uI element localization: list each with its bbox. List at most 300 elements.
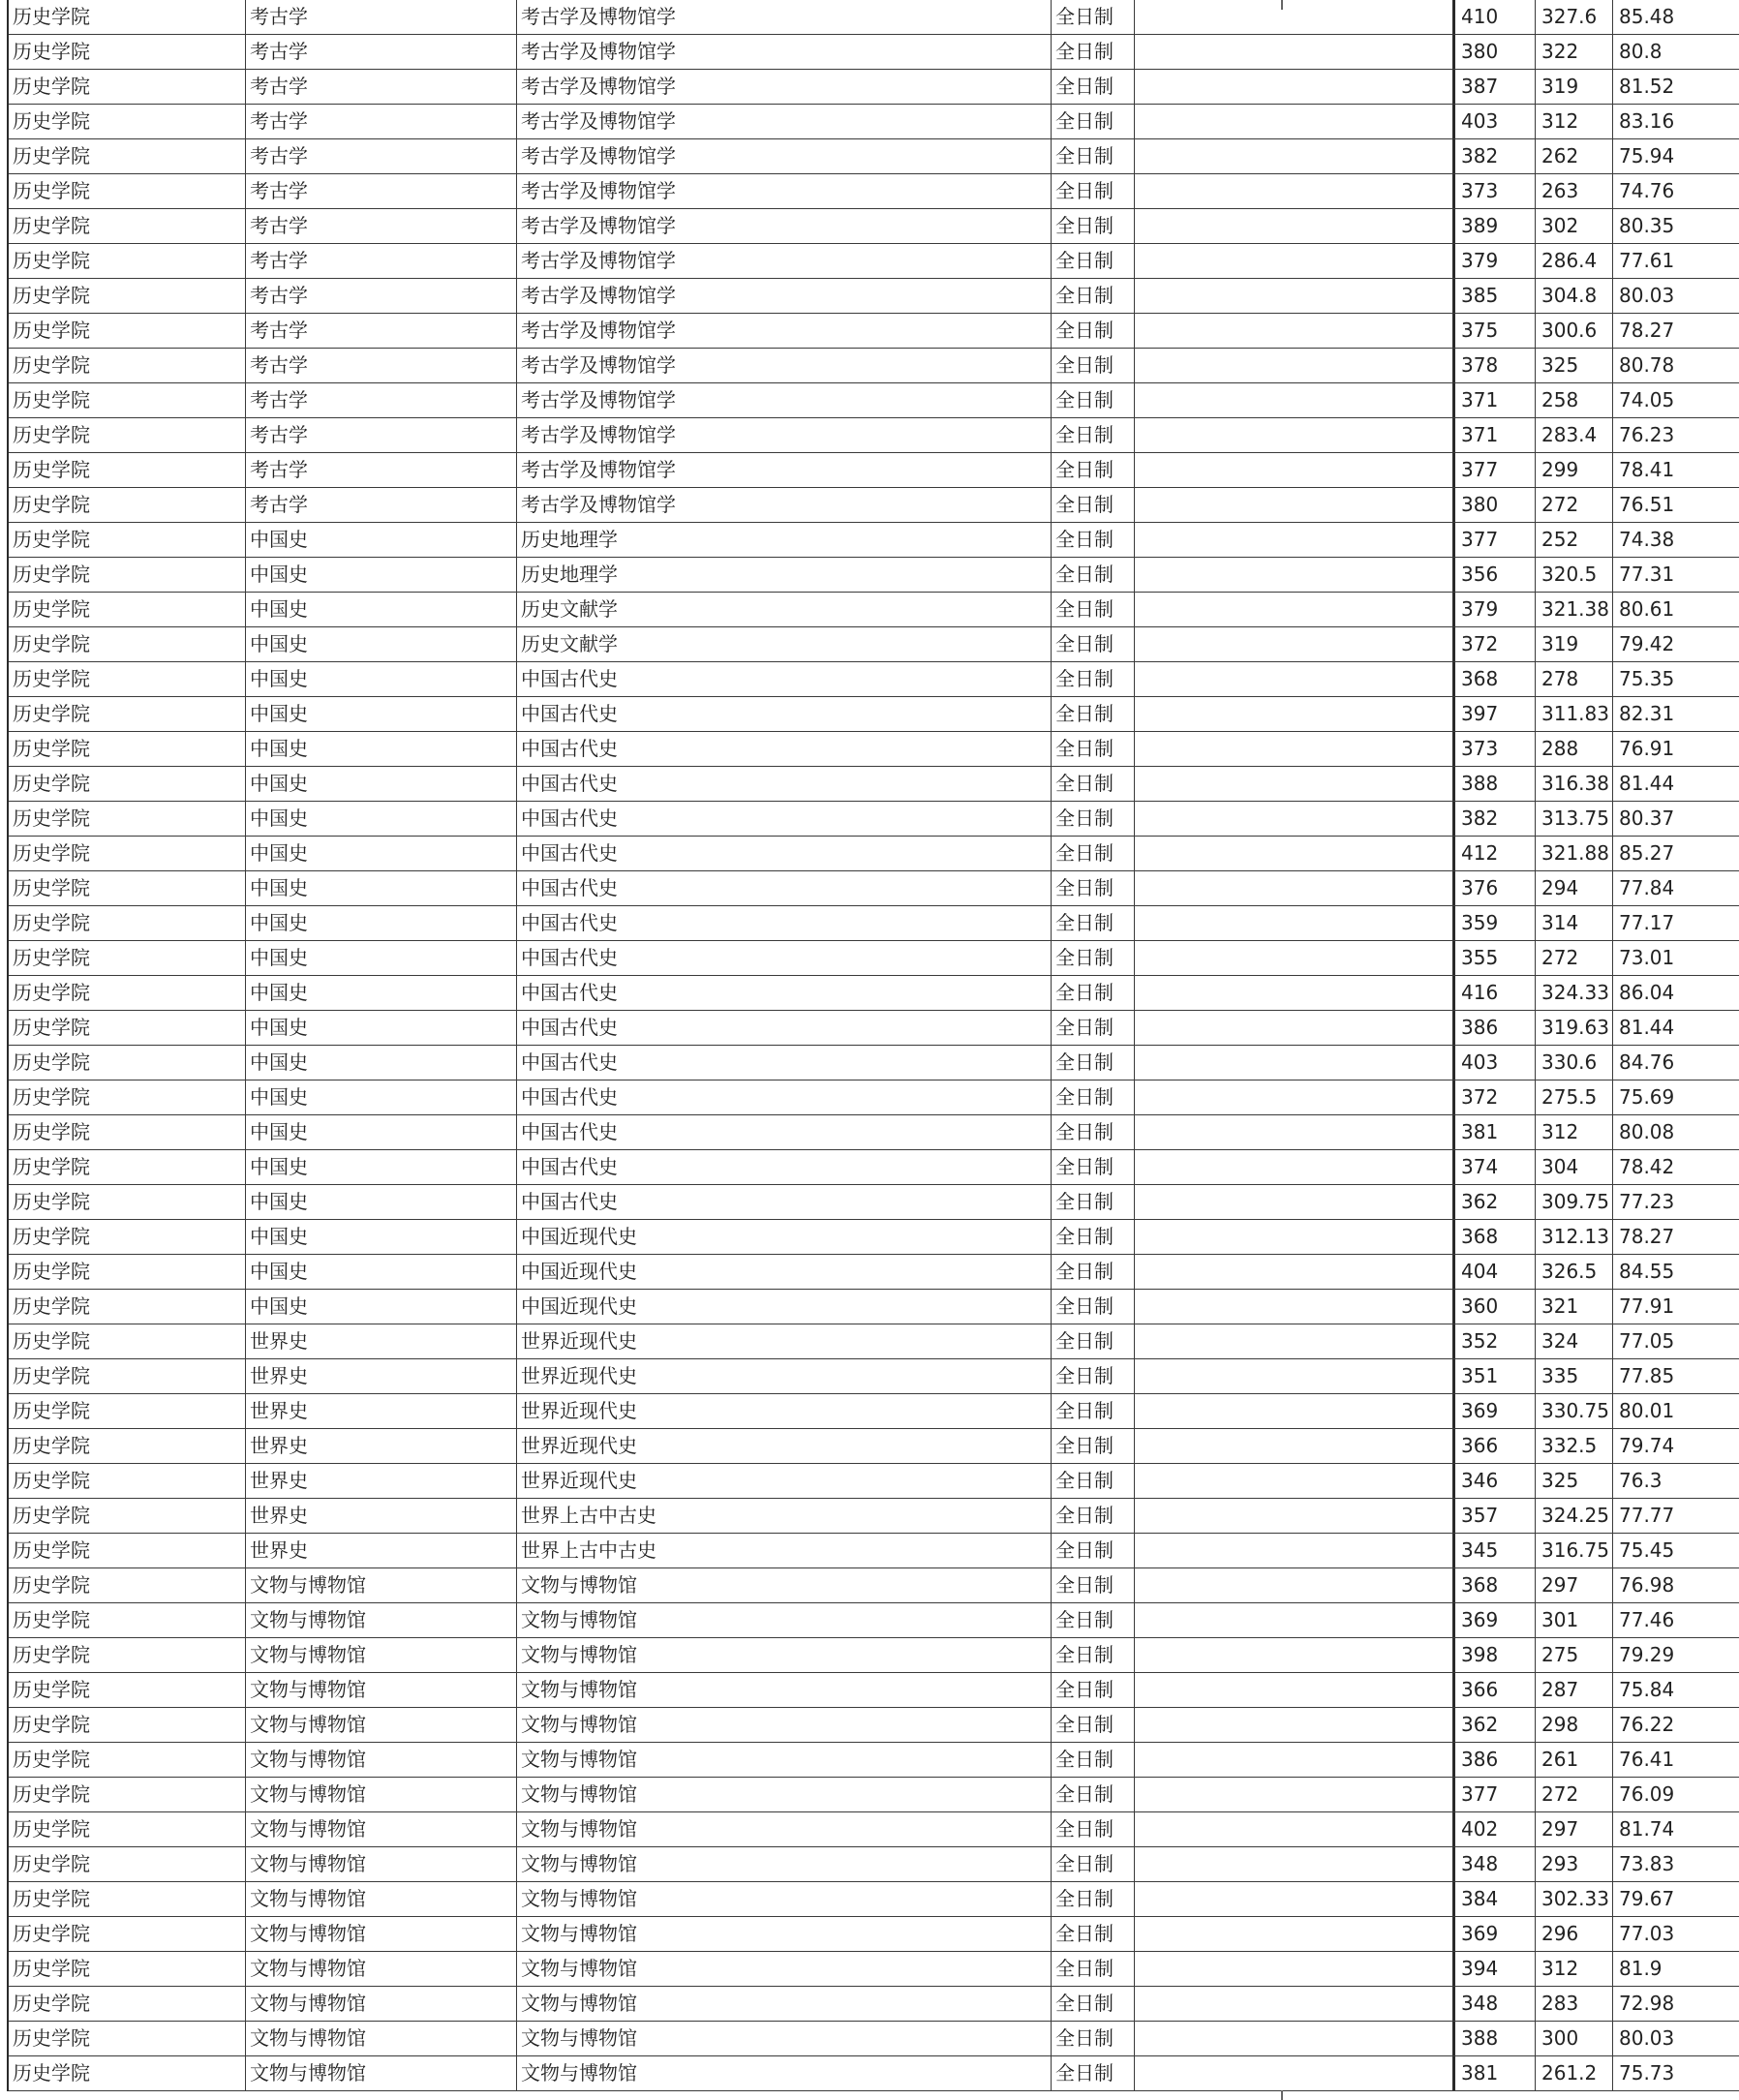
table-row <box>9 697 1739 732</box>
retest-score-cell: 335 <box>1536 1359 1613 1393</box>
table-row <box>9 1673 1739 1708</box>
major-cell: 文物与博物馆 <box>246 2022 517 2055</box>
initial-score-cell: 369 <box>1455 1917 1536 1951</box>
total-score-cell: 80.03 <box>1613 2022 1739 2055</box>
total-score-cell: 77.84 <box>1613 871 1739 905</box>
top-border-tick <box>1281 0 1283 10</box>
table-row <box>9 906 1739 941</box>
table-row <box>9 2056 1739 2091</box>
retest-score-cell: 313.75 <box>1536 802 1613 836</box>
table-row <box>9 1847 1739 1882</box>
total-score-cell: 76.91 <box>1613 732 1739 766</box>
total-score-cell: 76.3 <box>1613 1464 1739 1498</box>
initial-score-cell: 416 <box>1455 976 1536 1010</box>
total-score-cell: 80.01 <box>1613 1394 1739 1428</box>
initial-score-cell: 359 <box>1455 906 1536 940</box>
total-score-cell: 82.31 <box>1613 697 1739 731</box>
study-mode-cell: 全日制 <box>1052 767 1135 801</box>
college-cell: 历史学院 <box>9 1290 246 1324</box>
blank-cell <box>1135 2056 1455 2090</box>
study-mode-cell: 全日制 <box>1052 523 1135 557</box>
blank-cell <box>1135 662 1455 696</box>
total-score-cell: 79.29 <box>1613 1638 1739 1672</box>
major-cell: 考古学 <box>246 70 517 104</box>
college-cell: 历史学院 <box>9 1394 246 1428</box>
table-row <box>9 35 1739 70</box>
major-cell: 中国史 <box>246 1115 517 1149</box>
table-row <box>9 1394 1739 1429</box>
major-cell: 中国史 <box>246 732 517 766</box>
college-cell: 历史学院 <box>9 1359 246 1393</box>
study-mode-cell: 全日制 <box>1052 1290 1135 1324</box>
study-mode-cell: 全日制 <box>1052 1847 1135 1881</box>
total-score-cell: 75.35 <box>1613 662 1739 696</box>
direction-cell: 中国古代史 <box>517 732 1052 766</box>
college-cell: 历史学院 <box>9 906 246 940</box>
major-cell: 中国史 <box>246 523 517 557</box>
blank-cell <box>1135 732 1455 766</box>
total-score-cell: 80.35 <box>1613 209 1739 243</box>
initial-score-cell: 377 <box>1455 1778 1536 1811</box>
retest-score-cell: 330.75 <box>1536 1394 1613 1428</box>
study-mode-cell: 全日制 <box>1052 418 1135 452</box>
initial-score-cell: 410 <box>1455 0 1536 34</box>
table-row <box>9 1882 1739 1917</box>
college-cell: 历史学院 <box>9 2056 246 2090</box>
study-mode-cell: 全日制 <box>1052 1080 1135 1114</box>
retest-score-cell: 325 <box>1536 1464 1613 1498</box>
score-table <box>7 0 1739 2091</box>
college-cell: 历史学院 <box>9 139 246 173</box>
total-score-cell: 74.05 <box>1613 383 1739 417</box>
initial-score-cell: 385 <box>1455 279 1536 313</box>
study-mode-cell: 全日制 <box>1052 1534 1135 1567</box>
initial-score-cell: 389 <box>1455 209 1536 243</box>
college-cell: 历史学院 <box>9 1568 246 1602</box>
blank-cell <box>1135 488 1455 522</box>
table-row <box>9 523 1739 558</box>
table-row <box>9 105 1739 139</box>
major-cell: 考古学 <box>246 35 517 69</box>
initial-score-cell: 352 <box>1455 1324 1536 1358</box>
blank-cell <box>1135 1359 1455 1393</box>
retest-score-cell: 316.75 <box>1536 1534 1613 1567</box>
blank-cell <box>1135 105 1455 138</box>
blank-cell <box>1135 1394 1455 1428</box>
direction-cell: 考古学及博物馆学 <box>517 418 1052 452</box>
table-row <box>9 0 1739 35</box>
study-mode-cell: 全日制 <box>1052 1499 1135 1533</box>
blank-cell <box>1135 871 1455 905</box>
study-mode-cell: 全日制 <box>1052 871 1135 905</box>
table-row <box>9 418 1739 453</box>
table-row <box>9 139 1739 174</box>
initial-score-cell: 373 <box>1455 174 1536 208</box>
blank-cell <box>1135 1046 1455 1080</box>
retest-score-cell: 301 <box>1536 1603 1613 1637</box>
college-cell: 历史学院 <box>9 1499 246 1533</box>
retest-score-cell: 319 <box>1536 70 1613 104</box>
college-cell: 历史学院 <box>9 1185 246 1219</box>
study-mode-cell: 全日制 <box>1052 1255 1135 1289</box>
direction-cell: 文物与博物馆 <box>517 1708 1052 1742</box>
total-score-cell: 74.76 <box>1613 174 1739 208</box>
blank-cell <box>1135 1534 1455 1567</box>
study-mode-cell: 全日制 <box>1052 802 1135 836</box>
major-cell: 中国史 <box>246 1185 517 1219</box>
direction-cell: 世界近现代史 <box>517 1324 1052 1358</box>
total-score-cell: 78.41 <box>1613 453 1739 487</box>
initial-score-cell: 412 <box>1455 837 1536 870</box>
direction-cell: 文物与博物馆 <box>517 1743 1052 1777</box>
total-score-cell: 76.22 <box>1613 1708 1739 1742</box>
college-cell: 历史学院 <box>9 802 246 836</box>
college-cell: 历史学院 <box>9 837 246 870</box>
blank-cell <box>1135 209 1455 243</box>
study-mode-cell: 全日制 <box>1052 244 1135 278</box>
retest-score-cell: 283.4 <box>1536 418 1613 452</box>
blank-cell <box>1135 1324 1455 1358</box>
blank-cell <box>1135 1568 1455 1602</box>
direction-cell: 考古学及博物馆学 <box>517 0 1052 34</box>
direction-cell: 世界上古中古史 <box>517 1534 1052 1567</box>
total-score-cell: 79.42 <box>1613 627 1739 661</box>
retest-score-cell: 283 <box>1536 1987 1613 2021</box>
study-mode-cell: 全日制 <box>1052 1882 1135 1916</box>
retest-score-cell: 316.38 <box>1536 767 1613 801</box>
major-cell: 文物与博物馆 <box>246 1638 517 1672</box>
college-cell: 历史学院 <box>9 558 246 592</box>
major-cell: 考古学 <box>246 209 517 243</box>
table-row <box>9 1464 1739 1499</box>
direction-cell: 考古学及博物馆学 <box>517 209 1052 243</box>
table-row <box>9 593 1739 627</box>
study-mode-cell: 全日制 <box>1052 453 1135 487</box>
study-mode-cell: 全日制 <box>1052 1708 1135 1742</box>
total-score-cell: 77.85 <box>1613 1359 1739 1393</box>
total-score-cell: 85.27 <box>1613 837 1739 870</box>
blank-cell <box>1135 1011 1455 1045</box>
total-score-cell: 77.05 <box>1613 1324 1739 1358</box>
direction-cell: 文物与博物馆 <box>517 1812 1052 1846</box>
blank-cell <box>1135 976 1455 1010</box>
major-cell: 中国史 <box>246 767 517 801</box>
total-score-cell: 81.44 <box>1613 767 1739 801</box>
college-cell: 历史学院 <box>9 662 246 696</box>
direction-cell: 中国古代史 <box>517 906 1052 940</box>
initial-score-cell: 402 <box>1455 1812 1536 1846</box>
blank-cell <box>1135 1673 1455 1707</box>
study-mode-cell: 全日制 <box>1052 488 1135 522</box>
major-cell: 中国史 <box>246 662 517 696</box>
table-row <box>9 1290 1739 1324</box>
initial-score-cell: 403 <box>1455 105 1536 138</box>
major-cell: 中国史 <box>246 871 517 905</box>
direction-cell: 考古学及博物馆学 <box>517 488 1052 522</box>
major-cell: 中国史 <box>246 802 517 836</box>
college-cell: 历史学院 <box>9 1429 246 1463</box>
major-cell: 文物与博物馆 <box>246 1708 517 1742</box>
total-score-cell: 75.73 <box>1613 2056 1739 2090</box>
table-row <box>9 1324 1739 1359</box>
college-cell: 历史学院 <box>9 1987 246 2021</box>
study-mode-cell: 全日制 <box>1052 139 1135 173</box>
direction-cell: 历史文献学 <box>517 627 1052 661</box>
direction-cell: 考古学及博物馆学 <box>517 279 1052 313</box>
direction-cell: 文物与博物馆 <box>517 1952 1052 1986</box>
table-row <box>9 1359 1739 1394</box>
blank-cell <box>1135 174 1455 208</box>
direction-cell: 文物与博物馆 <box>517 2022 1052 2055</box>
initial-score-cell: 362 <box>1455 1185 1536 1219</box>
college-cell: 历史学院 <box>9 1046 246 1080</box>
initial-score-cell: 357 <box>1455 1499 1536 1533</box>
table-row <box>9 1499 1739 1534</box>
total-score-cell: 76.23 <box>1613 418 1739 452</box>
retest-score-cell: 296 <box>1536 1917 1613 1951</box>
table-row <box>9 314 1739 349</box>
direction-cell: 中国古代史 <box>517 1150 1052 1184</box>
total-score-cell: 79.67 <box>1613 1882 1739 1916</box>
college-cell: 历史学院 <box>9 453 246 487</box>
total-score-cell: 79.74 <box>1613 1429 1739 1463</box>
total-score-cell: 75.45 <box>1613 1534 1739 1567</box>
study-mode-cell: 全日制 <box>1052 279 1135 313</box>
total-score-cell: 80.78 <box>1613 349 1739 382</box>
major-cell: 世界史 <box>246 1429 517 1463</box>
college-cell: 历史学院 <box>9 244 246 278</box>
initial-score-cell: 356 <box>1455 558 1536 592</box>
retest-score-cell: 322 <box>1536 35 1613 69</box>
table-row <box>9 1011 1739 1046</box>
initial-score-cell: 348 <box>1455 1847 1536 1881</box>
table-row <box>9 1917 1739 1952</box>
study-mode-cell: 全日制 <box>1052 209 1135 243</box>
initial-score-cell: 346 <box>1455 1464 1536 1498</box>
college-cell: 历史学院 <box>9 1882 246 1916</box>
table-row <box>9 1429 1739 1464</box>
study-mode-cell: 全日制 <box>1052 697 1135 731</box>
college-cell: 历史学院 <box>9 1812 246 1846</box>
initial-score-cell: 375 <box>1455 314 1536 348</box>
college-cell: 历史学院 <box>9 70 246 104</box>
direction-cell: 世界近现代史 <box>517 1394 1052 1428</box>
blank-cell <box>1135 1882 1455 1916</box>
retest-score-cell: 287 <box>1536 1673 1613 1707</box>
initial-score-cell: 345 <box>1455 1534 1536 1567</box>
blank-cell <box>1135 1464 1455 1498</box>
major-cell: 考古学 <box>246 383 517 417</box>
major-cell: 考古学 <box>246 279 517 313</box>
initial-score-cell: 382 <box>1455 139 1536 173</box>
total-score-cell: 76.41 <box>1613 1743 1739 1777</box>
total-score-cell: 81.9 <box>1613 1952 1739 1986</box>
blank-cell <box>1135 1115 1455 1149</box>
retest-score-cell: 312 <box>1536 1115 1613 1149</box>
initial-score-cell: 384 <box>1455 1882 1536 1916</box>
major-cell: 文物与博物馆 <box>246 1847 517 1881</box>
college-cell: 历史学院 <box>9 383 246 417</box>
blank-cell <box>1135 1708 1455 1742</box>
table-row <box>9 732 1739 767</box>
direction-cell: 中国近现代史 <box>517 1290 1052 1324</box>
direction-cell: 中国古代史 <box>517 941 1052 975</box>
retest-score-cell: 330.6 <box>1536 1046 1613 1080</box>
study-mode-cell: 全日制 <box>1052 1778 1135 1811</box>
study-mode-cell: 全日制 <box>1052 1673 1135 1707</box>
major-cell: 中国史 <box>246 941 517 975</box>
table-row <box>9 1220 1739 1255</box>
initial-score-cell: 373 <box>1455 732 1536 766</box>
table-row <box>9 662 1739 697</box>
blank-cell <box>1135 1952 1455 1986</box>
major-cell: 中国史 <box>246 558 517 592</box>
blank-cell <box>1135 314 1455 348</box>
direction-cell: 中国古代史 <box>517 697 1052 731</box>
direction-cell: 中国古代史 <box>517 871 1052 905</box>
table-row <box>9 70 1739 105</box>
major-cell: 考古学 <box>246 174 517 208</box>
blank-cell <box>1135 1255 1455 1289</box>
table-row <box>9 976 1739 1011</box>
blank-cell <box>1135 1080 1455 1114</box>
blank-cell <box>1135 627 1455 661</box>
total-score-cell: 74.38 <box>1613 523 1739 557</box>
direction-cell: 文物与博物馆 <box>517 1638 1052 1672</box>
retest-score-cell: 304 <box>1536 1150 1613 1184</box>
retest-score-cell: 298 <box>1536 1708 1613 1742</box>
study-mode-cell: 全日制 <box>1052 1394 1135 1428</box>
study-mode-cell: 全日制 <box>1052 1185 1135 1219</box>
total-score-cell: 77.03 <box>1613 1917 1739 1951</box>
initial-score-cell: 388 <box>1455 2022 1536 2055</box>
table-row <box>9 837 1739 871</box>
initial-score-cell: 360 <box>1455 1290 1536 1324</box>
direction-cell: 文物与博物馆 <box>517 2056 1052 2090</box>
table-row <box>9 383 1739 418</box>
retest-score-cell: 324.33 <box>1536 976 1613 1010</box>
retest-score-cell: 300.6 <box>1536 314 1613 348</box>
major-cell: 中国史 <box>246 697 517 731</box>
blank-cell <box>1135 767 1455 801</box>
retest-score-cell: 327.6 <box>1536 0 1613 34</box>
initial-score-cell: 403 <box>1455 1046 1536 1080</box>
initial-score-cell: 374 <box>1455 1150 1536 1184</box>
total-score-cell: 84.55 <box>1613 1255 1739 1289</box>
direction-cell: 中国近现代史 <box>517 1255 1052 1289</box>
major-cell: 考古学 <box>246 139 517 173</box>
blank-cell <box>1135 349 1455 382</box>
total-score-cell: 77.46 <box>1613 1603 1739 1637</box>
initial-score-cell: 381 <box>1455 1115 1536 1149</box>
college-cell: 历史学院 <box>9 871 246 905</box>
study-mode-cell: 全日制 <box>1052 1220 1135 1254</box>
blank-cell <box>1135 906 1455 940</box>
retest-score-cell: 324.25 <box>1536 1499 1613 1533</box>
major-cell: 文物与博物馆 <box>246 1568 517 1602</box>
retest-score-cell: 300 <box>1536 2022 1613 2055</box>
table-row <box>9 349 1739 383</box>
retest-score-cell: 304.8 <box>1536 279 1613 313</box>
college-cell: 历史学院 <box>9 2022 246 2055</box>
major-cell: 文物与博物馆 <box>246 1917 517 1951</box>
study-mode-cell: 全日制 <box>1052 349 1135 382</box>
major-cell: 中国史 <box>246 1150 517 1184</box>
table-row <box>9 871 1739 906</box>
total-score-cell: 75.69 <box>1613 1080 1739 1114</box>
direction-cell: 文物与博物馆 <box>517 1568 1052 1602</box>
direction-cell: 世界近现代史 <box>517 1359 1052 1393</box>
table-row <box>9 1185 1739 1220</box>
retest-score-cell: 252 <box>1536 523 1613 557</box>
study-mode-cell: 全日制 <box>1052 1743 1135 1777</box>
direction-cell: 考古学及博物馆学 <box>517 139 1052 173</box>
major-cell: 世界史 <box>246 1394 517 1428</box>
table-row <box>9 802 1739 837</box>
direction-cell: 历史地理学 <box>517 558 1052 592</box>
total-score-cell: 73.83 <box>1613 1847 1739 1881</box>
study-mode-cell: 全日制 <box>1052 1011 1135 1045</box>
total-score-cell: 83.16 <box>1613 105 1739 138</box>
study-mode-cell: 全日制 <box>1052 314 1135 348</box>
table-row <box>9 209 1739 244</box>
direction-cell: 考古学及博物馆学 <box>517 35 1052 69</box>
initial-score-cell: 397 <box>1455 697 1536 731</box>
blank-cell <box>1135 1812 1455 1846</box>
initial-score-cell: 378 <box>1455 349 1536 382</box>
major-cell: 考古学 <box>246 0 517 34</box>
initial-score-cell: 386 <box>1455 1011 1536 1045</box>
total-score-cell: 77.77 <box>1613 1499 1739 1533</box>
college-cell: 历史学院 <box>9 1673 246 1707</box>
study-mode-cell: 全日制 <box>1052 1429 1135 1463</box>
college-cell: 历史学院 <box>9 1952 246 1986</box>
table-row <box>9 488 1739 523</box>
college-cell: 历史学院 <box>9 279 246 313</box>
initial-score-cell: 382 <box>1455 802 1536 836</box>
direction-cell: 考古学及博物馆学 <box>517 174 1052 208</box>
direction-cell: 考古学及博物馆学 <box>517 70 1052 104</box>
direction-cell: 历史文献学 <box>517 593 1052 626</box>
table-row <box>9 1743 1739 1778</box>
study-mode-cell: 全日制 <box>1052 732 1135 766</box>
direction-cell: 文物与博物馆 <box>517 1603 1052 1637</box>
total-score-cell: 75.94 <box>1613 139 1739 173</box>
total-score-cell: 80.08 <box>1613 1115 1739 1149</box>
blank-cell <box>1135 1603 1455 1637</box>
table-row <box>9 2022 1739 2056</box>
retest-score-cell: 326.5 <box>1536 1255 1613 1289</box>
college-cell: 历史学院 <box>9 1464 246 1498</box>
retest-score-cell: 299 <box>1536 453 1613 487</box>
study-mode-cell: 全日制 <box>1052 35 1135 69</box>
direction-cell: 考古学及博物馆学 <box>517 349 1052 382</box>
total-score-cell: 80.03 <box>1613 279 1739 313</box>
initial-score-cell: 369 <box>1455 1603 1536 1637</box>
direction-cell: 考古学及博物馆学 <box>517 105 1052 138</box>
college-cell: 历史学院 <box>9 1778 246 1811</box>
college-cell: 历史学院 <box>9 105 246 138</box>
major-cell: 中国史 <box>246 1046 517 1080</box>
retest-score-cell: 261.2 <box>1536 2056 1613 2090</box>
retest-score-cell: 314 <box>1536 906 1613 940</box>
blank-cell <box>1135 1638 1455 1672</box>
major-cell: 世界史 <box>246 1359 517 1393</box>
initial-score-cell: 372 <box>1455 1080 1536 1114</box>
direction-cell: 历史地理学 <box>517 523 1052 557</box>
study-mode-cell: 全日制 <box>1052 941 1135 975</box>
total-score-cell: 75.84 <box>1613 1673 1739 1707</box>
